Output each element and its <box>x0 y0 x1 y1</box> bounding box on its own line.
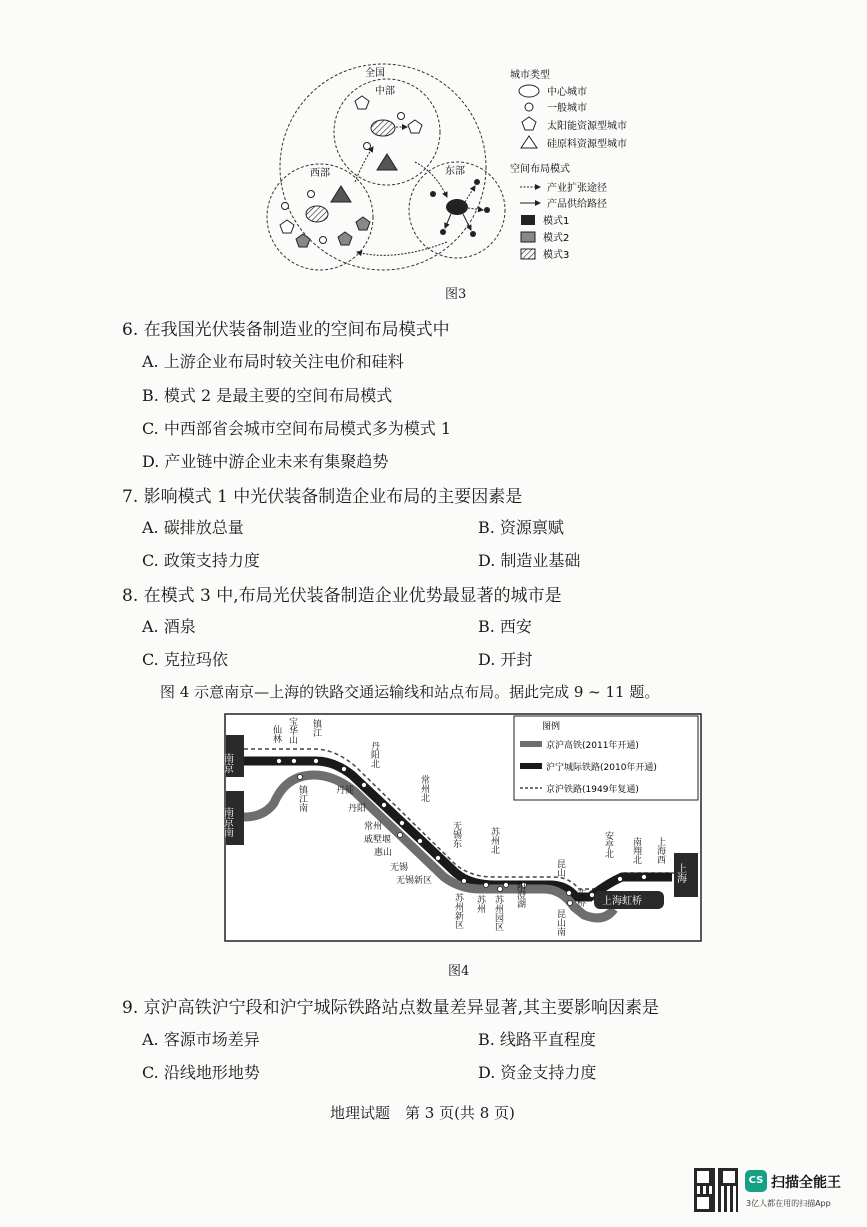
q7-option-a[interactable]: A. 碳排放总量 <box>142 518 244 537</box>
station-danyangbei: 丹阳北 <box>369 741 379 768</box>
q6-stem: 6. 在我国光伏装备制造业的空间布局模式中 <box>122 320 450 340</box>
region-all-label: 全国 <box>365 68 385 79</box>
station-huaqiao: 花桥 <box>575 889 585 907</box>
legend-silicon-city-label: 硅原料资源型城市 <box>547 139 627 150</box>
legend-mode1-label: 模式1 <box>543 216 570 227</box>
hongqiao-label: 上海虹桥 <box>602 896 642 907</box>
legend-center-city-label: 中心城市 <box>547 87 587 98</box>
q9-option-c[interactable]: C. 沿线地形地势 <box>142 1063 260 1082</box>
page-footer: 地理试题 第 3 页(共 8 页) <box>330 1104 515 1122</box>
legend-city-type-title: 城市类型 <box>510 70 550 81</box>
q8-option-c[interactable]: C. 克拉玛依 <box>142 650 228 669</box>
station-wuxi: 无锡 <box>390 863 409 873</box>
figure-4-caption: 图4 <box>448 964 470 979</box>
q8-option-b[interactable]: B. 西安 <box>478 617 532 636</box>
station-changzhou: 常州 <box>364 822 383 832</box>
q6-option-b[interactable]: B. 模式 2 是最主要的空间布局模式 <box>142 386 393 405</box>
station-zhenjiang: 镇江 <box>311 719 321 737</box>
central-center-city-mode3 <box>371 120 395 136</box>
west-general-city <box>282 203 289 210</box>
figure-4-rail-map <box>221 713 702 942</box>
station-shanghaixi: 上海西 <box>655 837 665 864</box>
legend-general-city-label: 一般城市 <box>547 103 587 114</box>
fig4-legend-title: 图例 <box>542 722 561 732</box>
west-solar-city-mode2 <box>338 232 352 245</box>
west-solar-city <box>280 220 294 233</box>
region-west-label: 西部 <box>310 168 330 179</box>
q9-option-a[interactable]: A. 客源市场差异 <box>142 1030 260 1049</box>
central-solar-city-2 <box>408 120 422 133</box>
west-solar-city-mode2-c <box>356 217 370 230</box>
legend-pentagon-icon <box>522 117 536 130</box>
q8-option-d[interactable]: D. 开封 <box>478 650 533 669</box>
legend-supply-label: 产品供给路径 <box>547 199 607 210</box>
scanner-app-name: 扫描全能王 <box>771 1175 841 1191</box>
legend-mode1-swatch <box>521 215 535 225</box>
legend-center-city-icon <box>519 85 539 97</box>
station-wuxixinqu: 无锡新区 <box>396 876 433 886</box>
central-general-city-2 <box>398 113 405 120</box>
q7-option-b[interactable]: B. 资源禀赋 <box>478 518 564 537</box>
scanner-tagline: 3亿人都在用的扫描App <box>746 1199 831 1208</box>
figure-3-diagram <box>255 62 655 287</box>
station-qishuyan: 戚墅堰 <box>364 835 392 845</box>
figure-4-intro: 图 4 示意南京—上海的铁路交通运输线和站点布局。据此完成 9 ~ 11 题。 <box>160 683 660 701</box>
west-center-city-mode3 <box>306 206 328 222</box>
region-central-label: 中部 <box>375 86 395 97</box>
station-nanxiangbei: 南翔北 <box>631 837 641 864</box>
station-xianlin: 仙林 <box>271 725 281 743</box>
legend-rail-label: 京沪铁路(1949年复通) <box>546 785 639 795</box>
nanjingnan-label: 南京南 <box>221 807 233 837</box>
shanghai-label: 上海 <box>674 863 686 883</box>
legend-mode2-swatch <box>521 232 535 242</box>
legend-mode3-swatch <box>521 249 535 259</box>
station-changzhoubei: 常州北 <box>419 775 429 802</box>
station-suzhouxinqu: 苏州新区 <box>453 893 463 929</box>
q8-option-a[interactable]: A. 酒泉 <box>142 617 196 636</box>
west-general-city-3 <box>320 237 327 244</box>
legend-intercity-label: 沪宁城际铁路(2010年开通) <box>546 763 657 773</box>
legend-hsr-swatch <box>520 741 542 747</box>
q6-option-c[interactable]: C. 中西部省会城市空间布局模式多为模式 1 <box>142 419 452 438</box>
west-general-city-2 <box>308 191 315 198</box>
central-solar-city <box>355 96 369 109</box>
station-dantu: 丹徒 <box>336 786 355 796</box>
central-general-city-3 <box>364 143 371 150</box>
legend-triangle-icon <box>521 136 537 148</box>
scanner-logo: CS <box>745 1170 767 1192</box>
q9-option-d[interactable]: D. 资金支持力度 <box>478 1063 597 1082</box>
figure-3-caption: 图3 <box>445 287 467 302</box>
region-east-label: 东部 <box>445 166 465 177</box>
legend-layout-title: 空间布局模式 <box>510 164 570 175</box>
west-solar-city-mode2-b <box>296 234 310 247</box>
station-suzhou: 苏州 <box>475 895 485 913</box>
q9-option-b[interactable]: B. 线路平直程度 <box>478 1030 596 1049</box>
station-huishan: 惠山 <box>374 848 393 858</box>
q7-option-c[interactable]: C. 政策支持力度 <box>142 551 260 570</box>
west-silicon-city <box>331 186 351 202</box>
station-zhenjiangnan: 镇江南 <box>297 785 307 812</box>
qr-code <box>694 1168 738 1212</box>
q8-stem: 8. 在模式 3 中,布局光伏装备制造企业优势最显著的城市是 <box>122 586 562 606</box>
station-suzhouyuanqu: 苏州园区 <box>493 895 503 931</box>
central-silicon-city <box>377 154 397 170</box>
q6-option-a[interactable]: A. 上游企业布局时较关注电价和硅料 <box>142 352 404 371</box>
q7-stem: 7. 影响模式 1 中光伏装备制造企业布局的主要因素是 <box>122 487 523 507</box>
station-yangchenghu: 阳澄湖 <box>515 881 525 908</box>
station-baohuashan: 宝华山 <box>287 717 297 744</box>
station-kunshan: 昆山 <box>555 859 565 877</box>
legend-general-city-icon <box>525 103 533 111</box>
nanjing-label: 南京 <box>221 753 233 773</box>
station-suzhoubei: 苏州北 <box>489 827 499 854</box>
legend-mode2-label: 模式2 <box>543 233 570 244</box>
station-kunshannan: 昆山南 <box>555 909 565 936</box>
legend-solar-city-label: 太阳能资源型城市 <box>547 121 627 132</box>
legend-intercity-swatch <box>520 763 542 769</box>
q6-option-d[interactable]: D. 产业链中游企业未来有集聚趋势 <box>142 452 389 471</box>
legend-mode3-label: 模式3 <box>543 250 570 261</box>
east-center-city-mode1 <box>446 199 468 215</box>
station-wuxidong: 无锡东 <box>451 821 461 848</box>
q9-stem: 9. 京沪高铁沪宁段和沪宁城际铁路站点数量差异显著,其主要影响因素是 <box>122 998 660 1018</box>
station-antingbei: 安亭北 <box>603 831 613 858</box>
legend-hsr-label: 京沪高铁(2011年开通) <box>546 741 639 751</box>
q7-option-d[interactable]: D. 制造业基础 <box>478 551 581 570</box>
station-danyang: 丹阳 <box>348 804 367 814</box>
legend-expand-label: 产业扩张途径 <box>547 183 607 194</box>
